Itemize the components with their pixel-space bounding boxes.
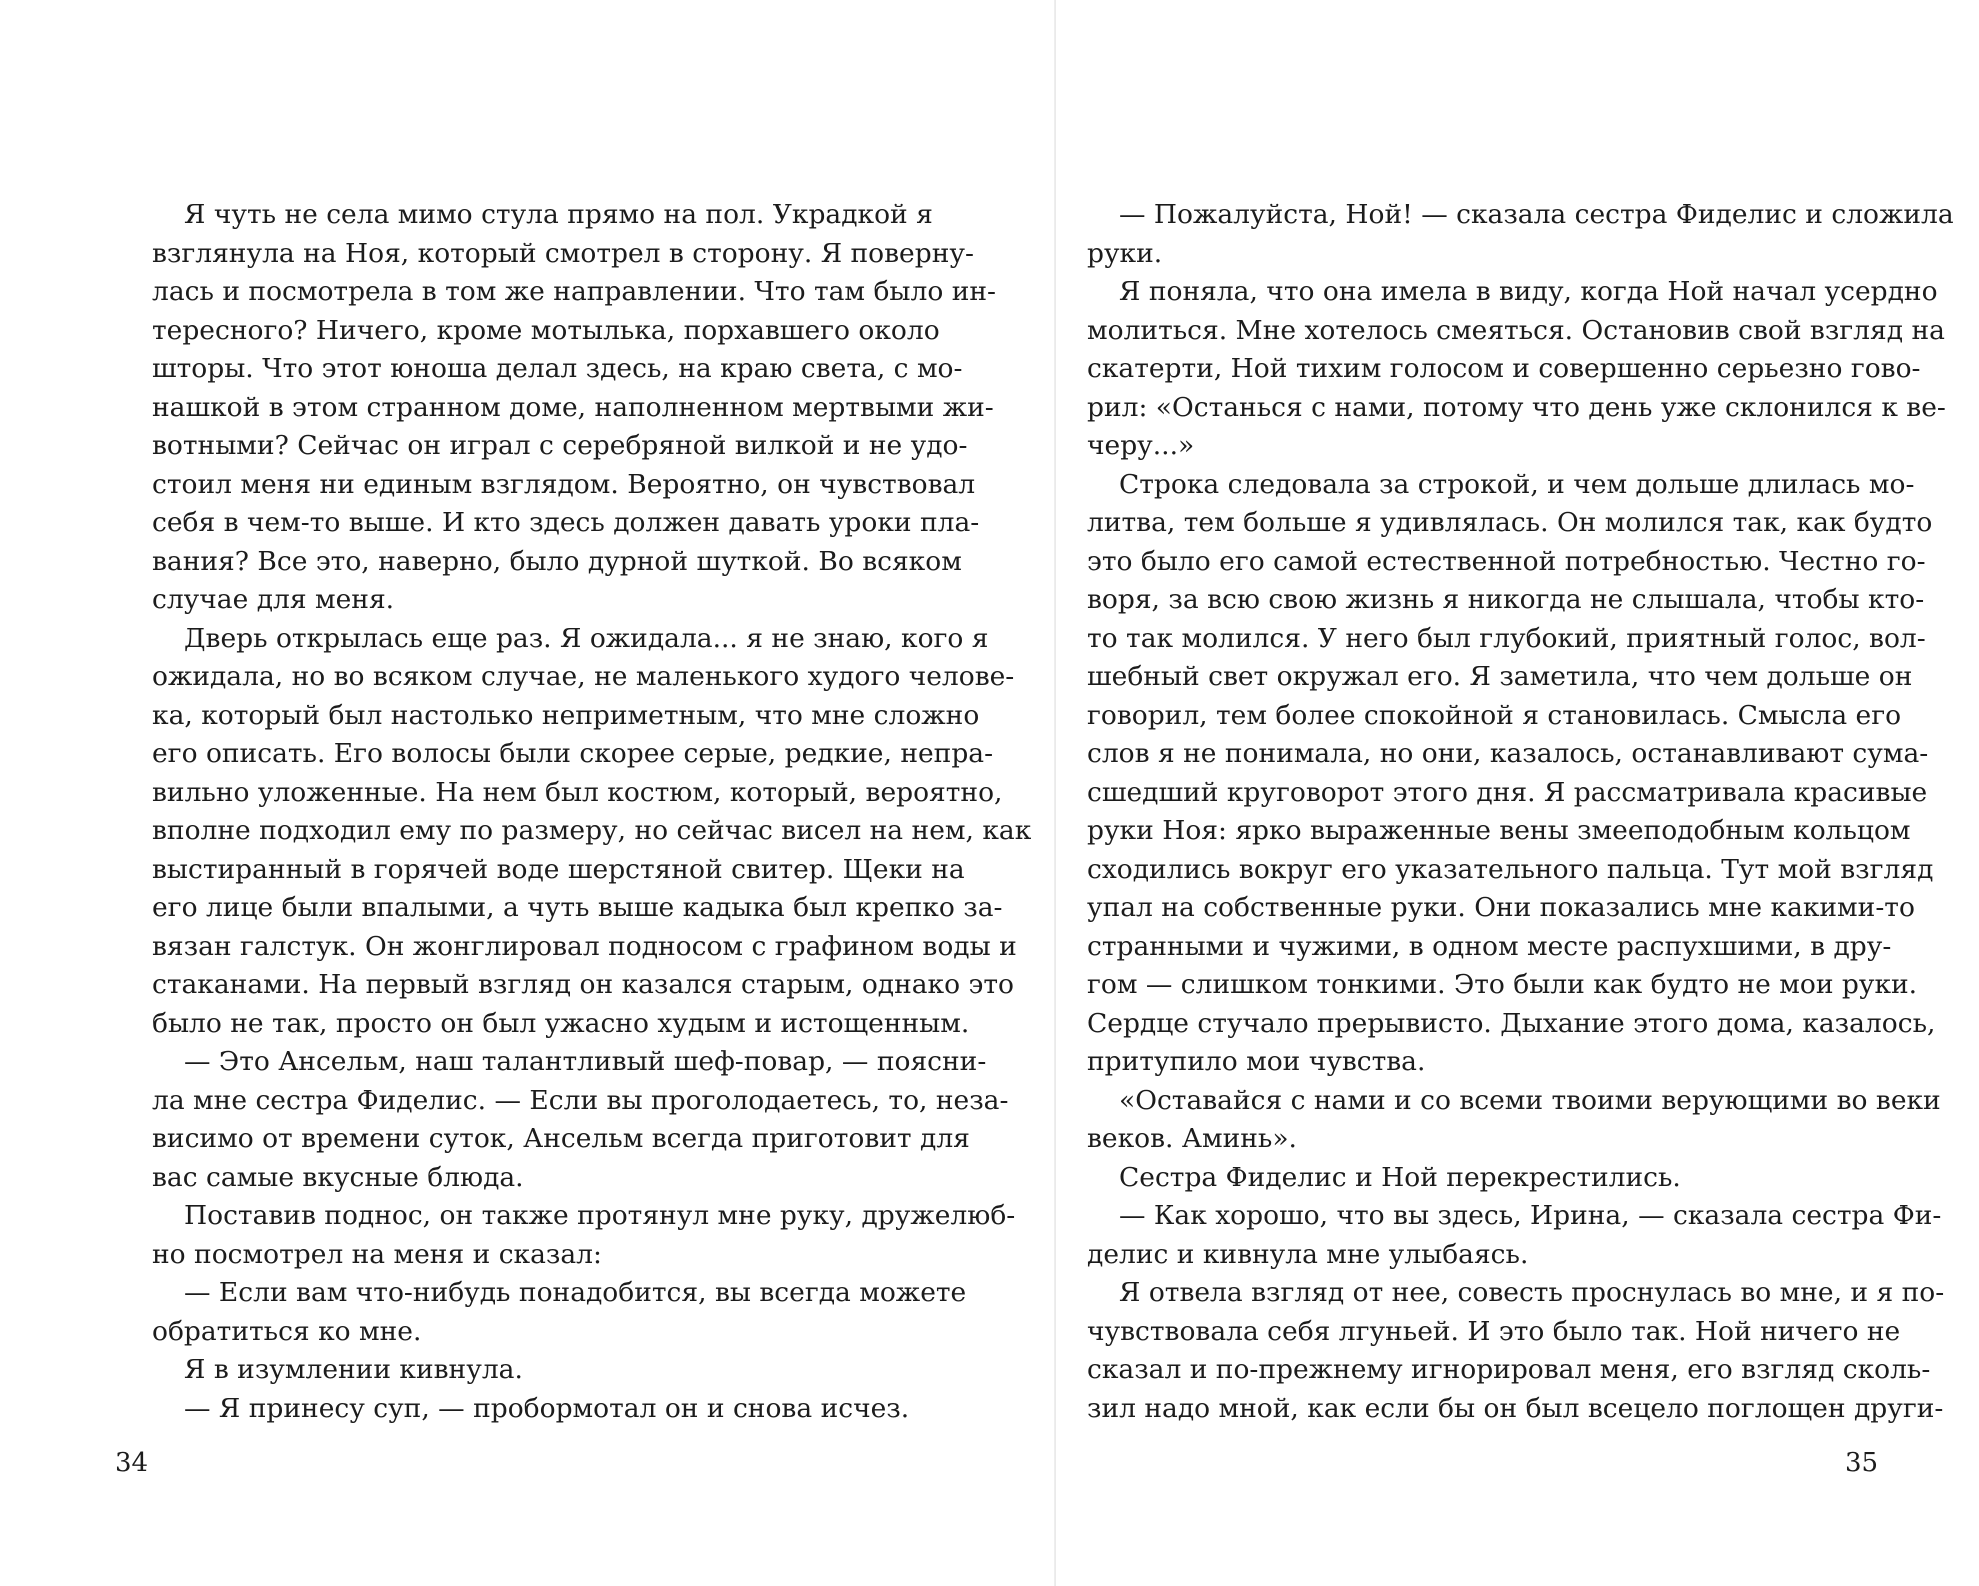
text-line: нашкой в этом странном доме, наполненном мертвыми жи- <box>152 391 994 423</box>
left-page-text <box>152 196 1032 1428</box>
text-line: — Если вам что-нибудь понадобится, вы всегда можете <box>184 1277 967 1308</box>
text-line: руки. <box>1087 237 1163 269</box>
text-line: — Я принесу суп, — пробормотал он и снова исчез. <box>184 1392 910 1424</box>
text-line: вильно уложенные. На нем был костюм, который, вероятно, <box>152 776 1003 808</box>
text-line: руки Ноя: ярко выраженные вены змееподобным кольцом <box>1087 815 1911 846</box>
page-number-right: 35 <box>1845 1448 1879 1478</box>
text-line: вотными? Сейчас он играл с серебряной вилкой и не удо- <box>152 430 968 461</box>
text-line: Строка следовала за строкой, и чем дольше длилась мо- <box>1119 468 1915 500</box>
text-line: Я в изумлении кивнула. <box>184 1354 523 1385</box>
text-line: зил надо мной, как если бы он был всецело поглощен други- <box>1087 1392 1944 1424</box>
text-line: — Как хорошо, что вы здесь, Ирина, — сказала сестра Фи- <box>1119 1200 1942 1231</box>
text-line: вания? Все это, наверно, было дурной шуткой. Во всяком <box>152 545 962 577</box>
text-line: обратиться ко мне. <box>152 1315 422 1347</box>
text-line: Я поняла, что она имела в виду, когда Ной начал усердно <box>1119 276 1938 307</box>
page-number-left: 34 <box>115 1448 149 1478</box>
text-line: висимо от времени суток, Ансельм всегда приготовит для <box>152 1123 970 1154</box>
text-line: Сердце стучало прерывисто. Дыхание этого дома, казалось, <box>1087 1007 1936 1039</box>
text-line: говорил, тем более спокойной я становилась. Смысла его <box>1087 699 1902 731</box>
text-line: упал на собственные руки. Они показались мне какими-то <box>1087 892 1915 923</box>
text-line: скатерти, Ной тихим голосом и совершенно серьезно гово- <box>1087 353 1921 384</box>
text-line: сшедший круговорот этого дня. Я рассматривала красивые <box>1087 776 1928 808</box>
text-line: но посмотрел на меня и сказал: <box>152 1238 602 1270</box>
text-line: притупило мои чувства. <box>1087 1046 1426 1077</box>
right-page-text <box>1087 196 1954 1428</box>
text-line: ла мне сестра Фиделис. — Если вы проголодаетесь, то, неза- <box>152 1084 1009 1116</box>
text-line: воря, за всю свою жизнь я никогда не слышала, чтобы кто- <box>1087 584 1925 615</box>
text-line: Сестра Фиделис и Ной перекрестились. <box>1119 1161 1681 1193</box>
text-line: черу...» <box>1087 430 1195 461</box>
text-line: ожидала, но во всяком случае, не маленького худого челове- <box>152 661 1015 692</box>
text-line: рил: «Останься с нами, потому что день уже склонился к ве- <box>1087 391 1946 423</box>
text-line: гом — слишком тонкими. Это были как будто не мои руки. <box>1087 969 1918 1000</box>
text-line: сходились вокруг его указательного пальца. Тут мой взгляд <box>1087 853 1934 885</box>
right-page <box>1056 0 1979 1586</box>
text-line: странными и чужими, в одном месте распухшими, в дру- <box>1087 930 1892 962</box>
text-line: вполне подходил ему по размеру, но сейчас висел на нем, как <box>152 815 1032 846</box>
text-line: шторы. Что этот юноша делал здесь, на краю света, с мо- <box>152 353 963 384</box>
text-line: лась и посмотрела в том же направлении. Что там было ин- <box>152 276 996 307</box>
text-line: сказал и по-прежнему игнорировал меня, его взгляд сколь- <box>1087 1354 1931 1385</box>
text-line: Поставив поднос, он также протянул мне руку, дружелюб- <box>184 1200 1016 1231</box>
text-line: это было его самой естественной потребностью. Честно го- <box>1087 545 1926 577</box>
text-line: выстиранный в горячей воде шерстяной свитер. Щеки на <box>152 853 965 885</box>
text-line: его описать. Его волосы были скорее серые, редкие, непра- <box>152 738 994 769</box>
text-line: делис и кивнула мне улыбаясь. <box>1087 1238 1529 1270</box>
text-line: Дверь открылась еще раз. Я ожидала... я не знаю, кого я <box>184 622 989 654</box>
text-line: стоил меня ни единым взглядом. Вероятно, он чувствовал <box>152 468 976 500</box>
text-line: — Это Ансельм, наш талантливый шеф-повар, — поясни- <box>184 1046 987 1077</box>
text-line: шебный свет окружал его. Я заметила, что чем дольше он <box>1087 661 1913 692</box>
text-line: вас самые вкусные блюда. <box>152 1161 524 1193</box>
text-line: тересного? Ничего, кроме мотылька, порхавшего около <box>152 314 940 346</box>
text-line: слов я не понимала, но они, казалось, останавливают сума- <box>1087 738 1929 769</box>
text-line: литва, тем больше я удивлялась. Он молился так, как будто <box>1087 507 1933 538</box>
text-line: его лице были впалыми, а чуть выше кадыка был крепко за- <box>152 892 1003 923</box>
text-line: Я отвела взгляд от нее, совесть проснулась во мне, и я по- <box>1119 1277 1945 1308</box>
text-line: было не так, просто он был ужасно худым и истощенным. <box>152 1007 970 1039</box>
text-line: стаканами. На первый взгляд он казался старым, однако это <box>152 969 1014 1000</box>
text-line: себя в чем-то выше. И кто здесь должен давать уроки пла- <box>152 507 980 538</box>
text-line: чувствовала себя лгуньей. И это было так. Ной ничего не <box>1087 1315 1901 1347</box>
text-line: ка, который был настолько неприметным, что мне сложно <box>152 699 980 731</box>
text-line: взглянула на Ноя, который смотрел в сторону. Я поверну- <box>152 237 974 269</box>
text-line: случае для меня. <box>152 584 395 615</box>
text-line: «Оставайся с нами и со всеми твоими верующими во веки <box>1119 1084 1941 1116</box>
text-line: молиться. Мне хотелось смеяться. Остановив свой взгляд на <box>1087 314 1945 346</box>
text-line: веков. Аминь». <box>1087 1123 1297 1154</box>
text-line: вязан галстук. Он жонглировал подносом с графином воды и <box>152 930 1017 962</box>
text-line: то так молился. У него был глубокий, приятный голос, вол- <box>1087 622 1926 654</box>
text-line: — Пожалуйста, Ной! — сказала сестра Фиделис и сложила <box>1119 199 1954 230</box>
text-line: Я чуть не села мимо стула прямо на пол. Украдкой я <box>184 199 933 230</box>
